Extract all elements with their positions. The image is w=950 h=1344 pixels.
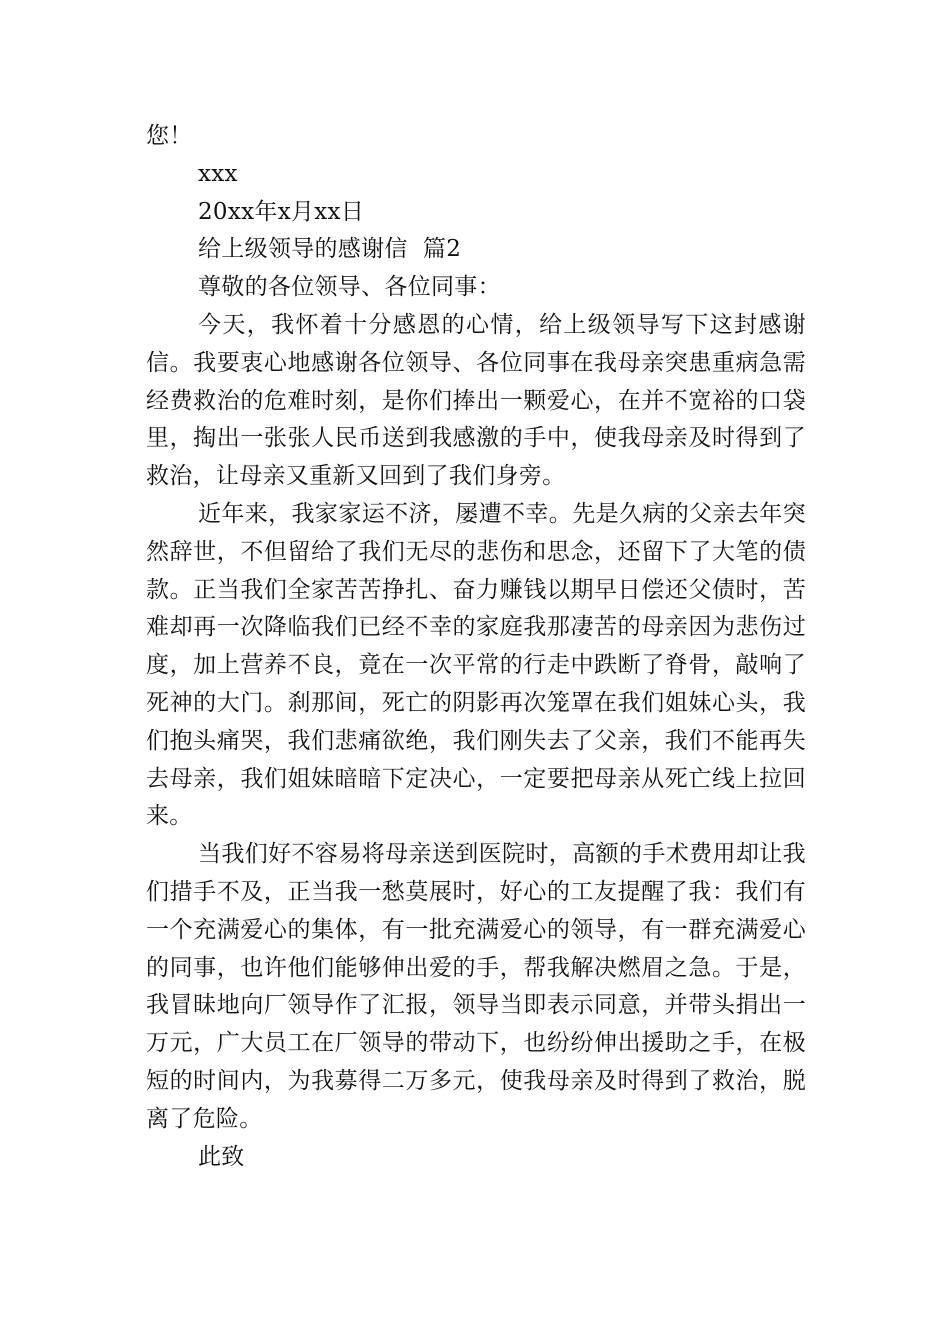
closing-phrase: 此致 bbox=[198, 1143, 245, 1170]
signature: xxx bbox=[198, 160, 238, 187]
salutation: 尊敬的各位领导、各位同事： bbox=[198, 274, 501, 301]
letter-body bbox=[146, 118, 806, 1176]
paragraph-1: 今天，我怀着十分感恩的心情，给上级领导写下这封感谢信。我要衷心地感谢各位领导、各位同事在我母亲突患重病急需经费救治的危难时刻，是你们捧出一颗爱心，在并不宽裕的口袋里，掏出一张张人民币送到我感激的手中，使我母亲及时得到了救治，让母亲又重新又回到了我们身旁。 bbox=[146, 311, 806, 490]
letter-title: 给上级领导的感谢信 篇2 bbox=[198, 236, 462, 263]
paragraph-3: 当我们好不容易将母亲送到医院时，高额的手术费用却让我们措手不及，正当我一愁莫展时，好心的工友提醒了我：我们有一个充满爱心的集体，有一批充满爱心的领导，有一群充满爱心的同事，也许他们能够伸出爱的手，帮我解决燃眉之急。于是，我冒昧地向厂领导作了汇报，领导当即表示同意，并带头捐出一万元，广大员工在厂领导的带动下，也纷纷伸出援助之手，在极短的时间内，为我募得二万多元，使我母亲及时得到了救治，脱离了危险。 bbox=[146, 841, 806, 1132]
paragraph-2: 近年来，我家家运不济，屡遭不幸。先是久病的父亲去年突然辞世，不但留给了我们无尽的悲伤和思念，还留下了大笔的债款。正当我们全家苦苦挣扎、奋力赚钱以期早日偿还父债时，苦难却再一次降临我们已经不幸的家庭我那凄苦的母亲因为悲伤过度，加上营养不良，竟在一次平常的行走中跌断了脊骨，敲响了死神的大门。刹那间，死亡的阴影再次笼罩在我们姐妹心头，我们抱头痛哭，我们悲痛欲绝，我们刚失去了父亲，我们不能再失去母亲，我们姐妹暗暗下定决心，一定要把母亲从死亡线上拉回来。 bbox=[146, 500, 806, 830]
date-line: 20xx年x月xx日 bbox=[198, 198, 365, 225]
previous-letter-closing: 您！ bbox=[146, 123, 193, 149]
